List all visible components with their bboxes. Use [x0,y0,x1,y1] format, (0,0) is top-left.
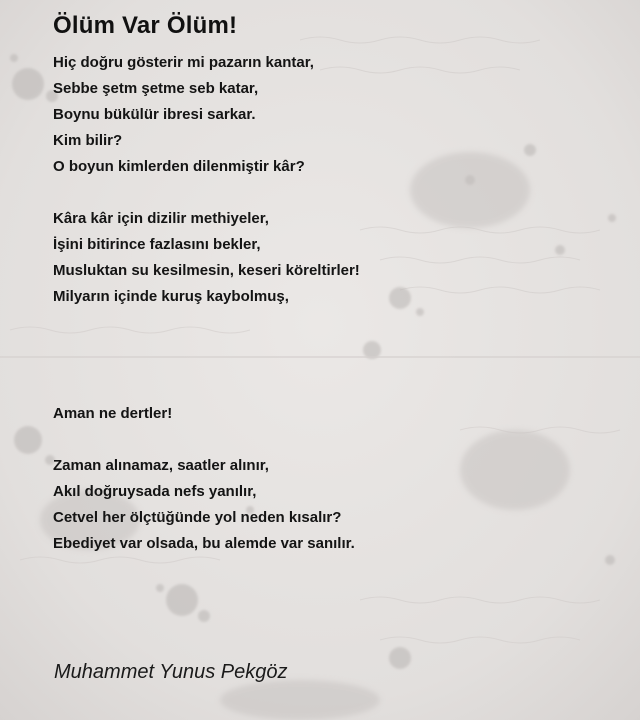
poem-line: Kâra kâr için dizilir methiyeler, [53,210,269,227]
poem-body [53,50,623,557]
poem-line: Cetvel her ölçtüğünde yol neden kısalır? [53,509,342,526]
poem-author: Muhammet Yunus Pekgöz [54,661,288,683]
poem-line: Kim bilir? [53,132,123,149]
poem-title: Ölüm Var Ölüm! [53,12,238,39]
stanza-1 [53,50,623,180]
poem-line: Zaman alınamaz, saatler alınır, [53,457,269,474]
poem-line: Musluktan su kesilmesin, keseri köreltirler! [53,262,360,279]
stanza-4 [53,453,623,557]
stanza-3 [53,401,623,427]
poem-line: Aman ne dertler! [53,405,173,422]
poem-line: Ebediyet var olsada, bu alemde var sanılır. [53,535,355,552]
poem-container [53,8,623,557]
poem-line: Milyarın içinde kuruş kaybolmuş, [53,288,289,305]
poem-line: Akıl doğruysada nefs yanılır, [53,483,257,500]
poem-line: İşini bitirince fazlasını bekler, [53,236,261,253]
poem-line: Sebbe şetm şetme seb katar, [53,80,259,97]
poem-line: Hiç doğru gösterir mi pazarın kantar, [53,54,314,71]
poem-line: Boynu bükülür ibresi sarkar. [53,106,256,123]
poem-line: O boyun kimlerden dilenmiştir kâr? [53,158,305,175]
stanza-2 [53,206,623,310]
